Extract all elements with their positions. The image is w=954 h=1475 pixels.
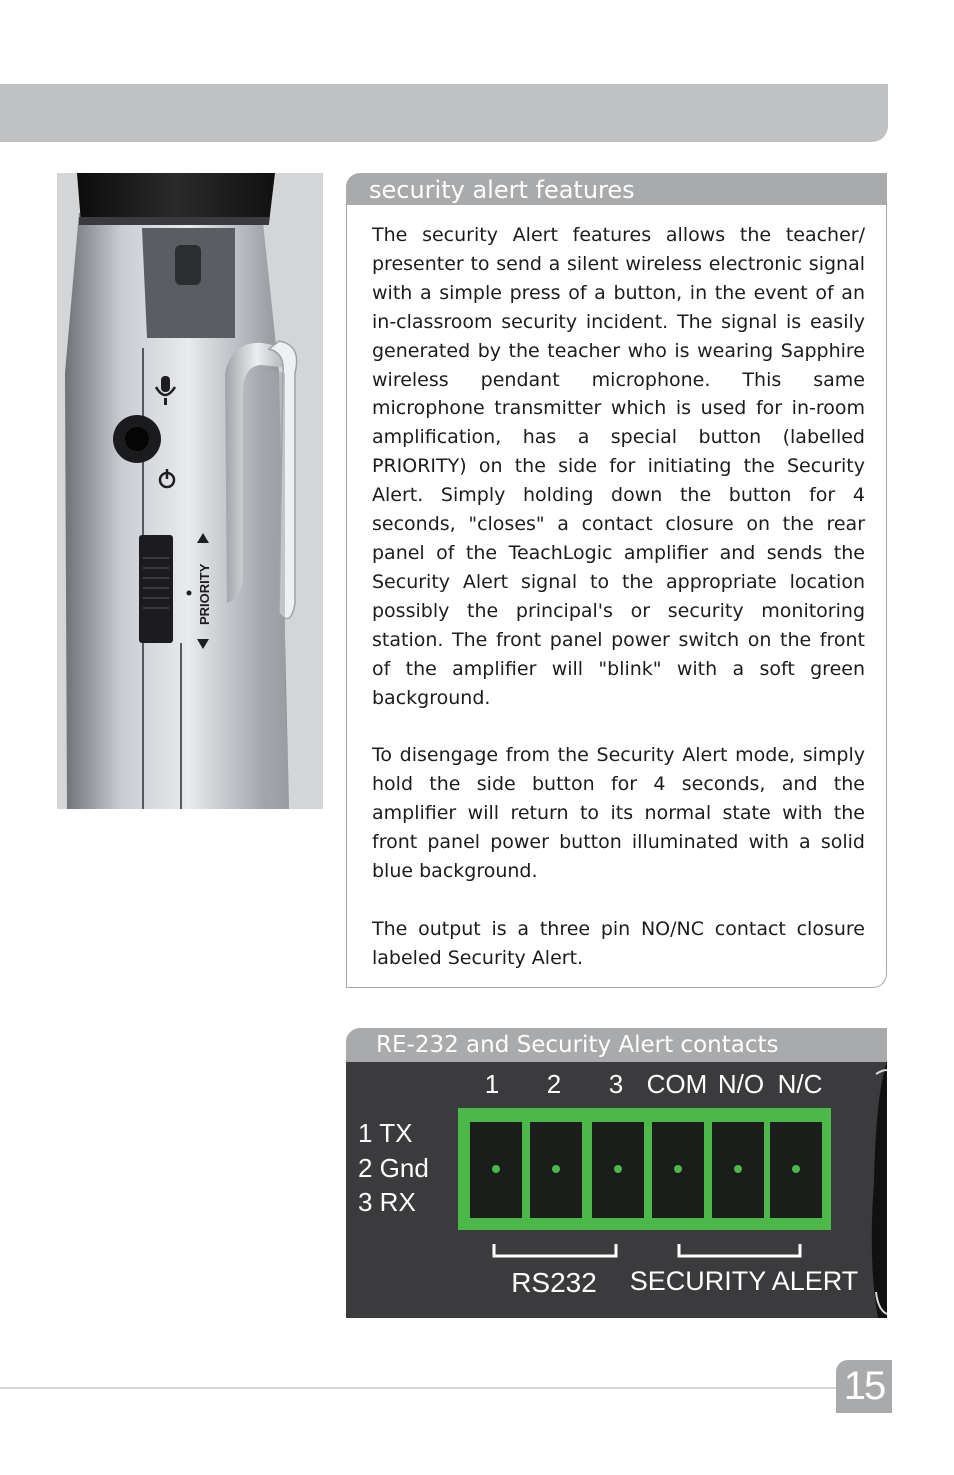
features-body — [372, 221, 865, 973]
pin-label-1: 1 — [484, 1069, 500, 1099]
microphone-photo — [57, 173, 323, 809]
legend-gnd: 2 Gnd — [358, 1153, 429, 1183]
footer-rule — [0, 1387, 836, 1389]
group-label-security-alert: SECURITY ALERT — [629, 1266, 859, 1296]
legend-rx: 3 RX — [358, 1187, 416, 1217]
priority-label: PRIORITY — [197, 563, 212, 625]
contacts-photo — [346, 1062, 887, 1318]
legend-tx: 1 TX — [358, 1118, 413, 1148]
features-box — [346, 205, 887, 988]
contacts-title: RE-232 and Security Alert contacts — [346, 1028, 887, 1062]
group-label-rs232: RS232 — [511, 1267, 597, 1298]
pin-label-com: COM — [646, 1069, 708, 1099]
features-title: security alert features — [346, 173, 887, 207]
page-number: 15 — [836, 1360, 892, 1413]
microphone-illustration — [57, 173, 323, 809]
features-paragraph-1: The security Alert features allows the teacher/ presenter to send a silent wireless electronic signal with a simple press of a button, in the event of an in-classroom security incident. The signal is easily generated by the teacher who is wearing Sapphire wireless pendant microphone. This same microphone transmitter which is used for in-room amplification, has a special button (labelled PRIORITY) on the side for initiating the Security Alert. Simply holding down the button for 4 seconds, "closes" a contact closure on the rear panel of the TeachLogic amplifier and sends the Security Alert signal to the appropriate location possibly the principal's or security monitoring station. The front panel power switch on the front of the amplifier will "blink" with a soft green background. — [372, 224, 865, 709]
pin-label-nc: N/C — [777, 1069, 823, 1099]
pin-label-2: 2 — [546, 1069, 562, 1099]
pin-label-no: N/O — [717, 1069, 765, 1099]
pin-label-3: 3 — [608, 1069, 624, 1099]
features-paragraph-3: The output is a three pin NO/NC contact closure labeled Security Alert. — [372, 917, 865, 969]
header-band — [0, 84, 888, 142]
features-paragraph-2: To disengage from the Security Alert mode, simply hold the side button for 4 seconds, and the amplifier will return to its normal state with the front panel power button illuminated with a solid blue background. — [372, 744, 865, 882]
contacts-illustration — [346, 1062, 887, 1318]
